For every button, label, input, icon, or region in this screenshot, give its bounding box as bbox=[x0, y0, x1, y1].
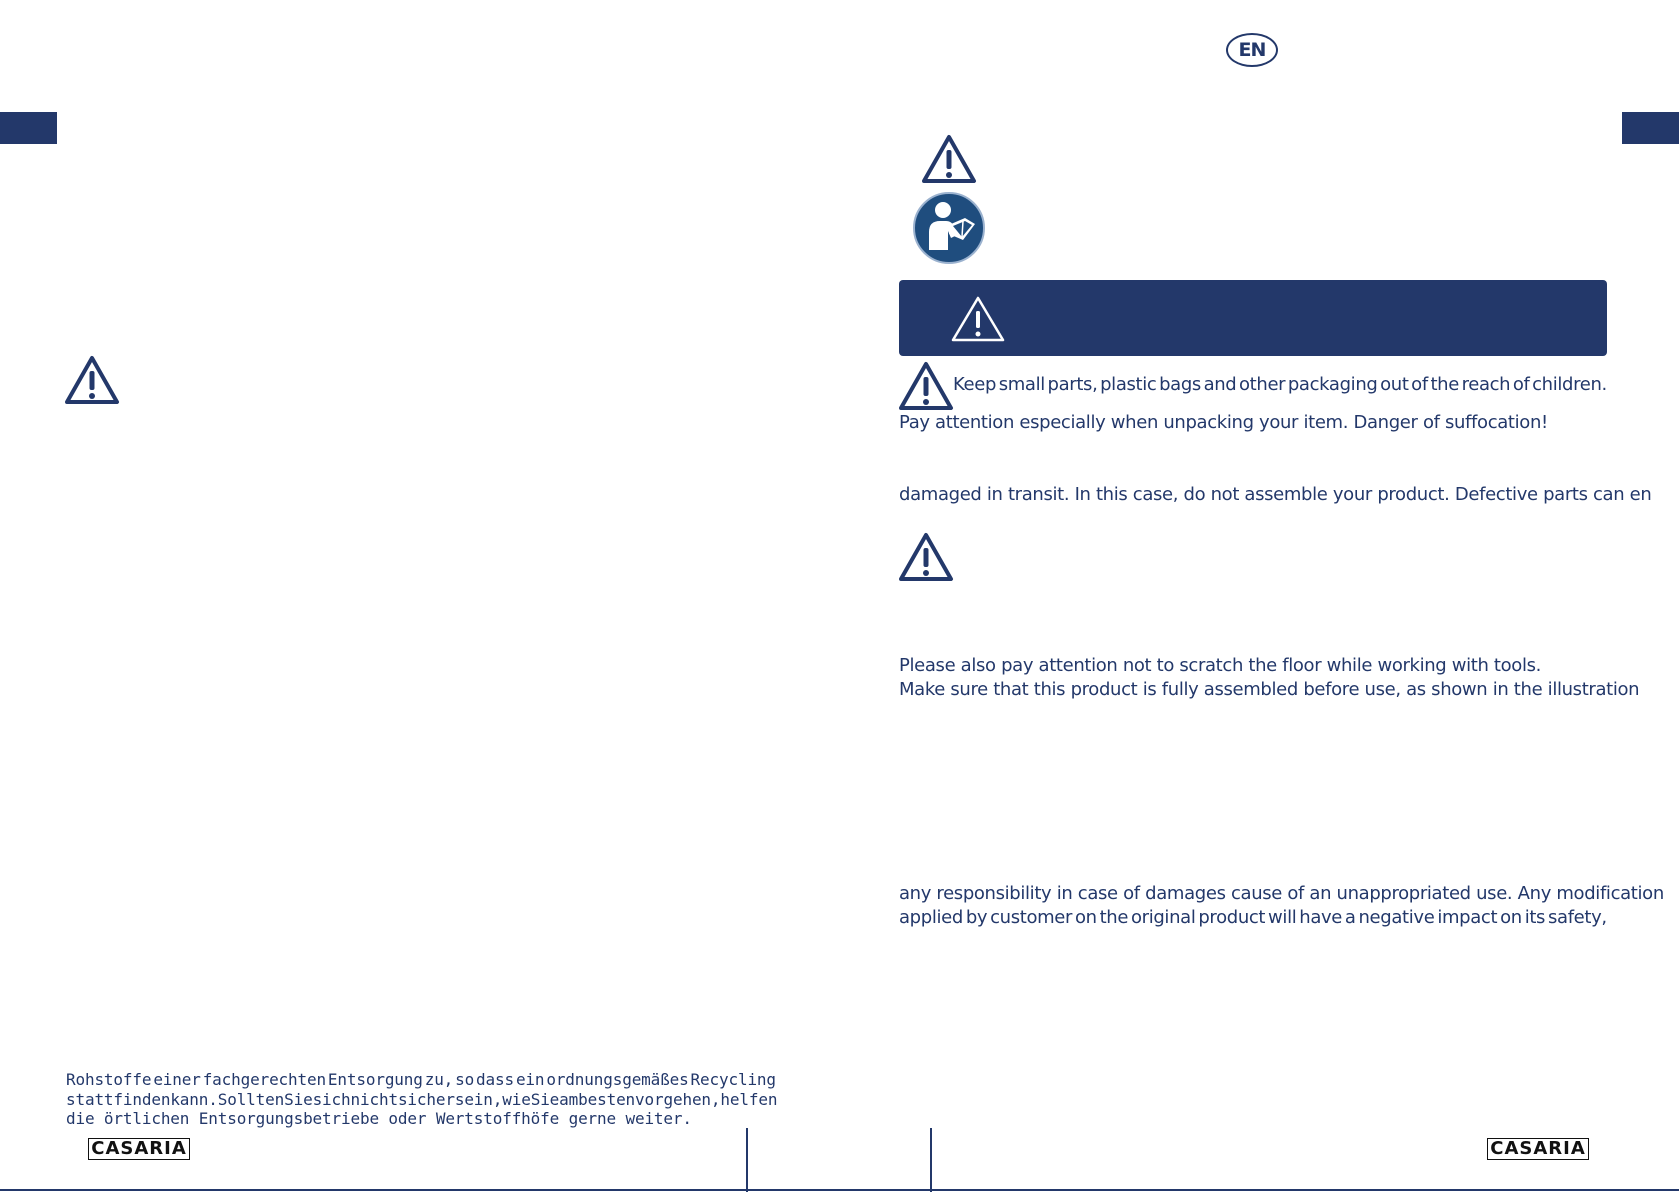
text-word: safety, bbox=[1547, 907, 1607, 928]
text-word: impact bbox=[1437, 907, 1498, 928]
text-word: so bbox=[455, 1070, 475, 1089]
read-manual-icon bbox=[913, 192, 985, 264]
text-word: Sollten bbox=[217, 1089, 285, 1109]
text-word: packaging bbox=[1287, 374, 1378, 395]
text-word: reach bbox=[1461, 374, 1511, 395]
text-word: its bbox=[1524, 907, 1546, 928]
text-word: of bbox=[1512, 374, 1530, 395]
text-word: Keep bbox=[953, 374, 997, 395]
warning-triangle-icon bbox=[64, 354, 120, 406]
text-word: am bbox=[559, 1089, 579, 1109]
text-word: have bbox=[1299, 907, 1343, 928]
text-word: sein, bbox=[454, 1089, 503, 1109]
disposal-text-de bbox=[66, 1070, 776, 1129]
safety-text-unpacking: Pay attention especially when unpacking your item. Danger of suffocation! bbox=[899, 412, 1548, 433]
page-divider-line bbox=[746, 1128, 748, 1192]
text-word: besten bbox=[578, 1089, 636, 1109]
text-word: the bbox=[1099, 907, 1129, 928]
text-word: parts, bbox=[1047, 374, 1098, 395]
text-word: on bbox=[1500, 907, 1522, 928]
safety-text-small-parts bbox=[953, 373, 1607, 397]
text-word: small bbox=[998, 374, 1045, 395]
text-word: negative bbox=[1358, 907, 1435, 928]
text-word: a bbox=[1344, 907, 1356, 928]
text-word: Rohstoffe bbox=[66, 1070, 152, 1089]
text-word: fachgerechten bbox=[202, 1070, 326, 1089]
brand-logo-left: CASARIA bbox=[88, 1138, 190, 1160]
language-badge: EN bbox=[1226, 33, 1278, 67]
text-word: will bbox=[1268, 907, 1297, 928]
text-word: other bbox=[1239, 374, 1286, 395]
text-word: plastic bbox=[1100, 374, 1157, 395]
safety-text-transit: damaged in transit. In this case, do not assemble your product. Defective parts can en bbox=[899, 484, 1652, 505]
safety-text-modification bbox=[899, 906, 1607, 930]
text-word: wie bbox=[502, 1089, 531, 1109]
text-word: the bbox=[1430, 374, 1459, 395]
safety-text-assembled: Make sure that this product is fully assembled before use, as shown in the illustration bbox=[899, 679, 1640, 700]
text-word: children. bbox=[1532, 374, 1607, 395]
text-word: vorgehen, bbox=[635, 1089, 721, 1109]
page-tab-right bbox=[1622, 112, 1679, 144]
text-word: Entsorgung bbox=[327, 1070, 423, 1089]
text-word: zu, bbox=[424, 1070, 454, 1089]
warning-banner bbox=[899, 280, 1607, 356]
text-word: Recycling bbox=[690, 1070, 776, 1089]
text-word: helfen bbox=[720, 1089, 778, 1109]
text-word: sich bbox=[312, 1089, 351, 1109]
text-word: bags bbox=[1159, 374, 1201, 395]
text-word: original bbox=[1130, 907, 1196, 928]
text-word: product bbox=[1198, 907, 1266, 928]
text-word: kann. bbox=[170, 1089, 218, 1109]
text-word: customer bbox=[990, 907, 1073, 928]
text-word: nicht bbox=[350, 1089, 398, 1109]
safety-text-responsibility: any responsibility in case of damages cause of an unappropriated use. Any modification bbox=[899, 883, 1664, 904]
text-word: on bbox=[1074, 907, 1097, 928]
text-word: Sie bbox=[530, 1089, 560, 1109]
text-word: by bbox=[965, 907, 988, 928]
warning-triangle-icon bbox=[921, 133, 977, 185]
safety-text-floor: Please also pay attention not to scratch the floor while working with tools. bbox=[899, 655, 1542, 676]
page-tab-left bbox=[0, 112, 57, 144]
disposal-text-line bbox=[66, 1109, 776, 1129]
warning-triangle-icon bbox=[950, 294, 1006, 344]
text-word: and bbox=[1203, 374, 1237, 395]
text-word: applied bbox=[899, 907, 963, 928]
text-word: die örtlichen Entsorgungsbetriebe oder Wertstoffhöfe gerne weiter. bbox=[66, 1109, 692, 1128]
text-word: out bbox=[1380, 374, 1409, 395]
disposal-text-line bbox=[66, 1070, 776, 1090]
disposal-text-line bbox=[66, 1090, 776, 1110]
text-word: sicher bbox=[397, 1089, 455, 1109]
bottom-rule bbox=[0, 1189, 1679, 1191]
text-word: of bbox=[1411, 374, 1428, 395]
text-word: einer bbox=[153, 1070, 201, 1089]
text-word: ein bbox=[515, 1070, 545, 1089]
text-word: Sie bbox=[284, 1089, 313, 1109]
text-word: dass bbox=[476, 1070, 514, 1089]
brand-logo-right: CASARIA bbox=[1487, 1138, 1589, 1160]
text-word: ordnungsgemäßes bbox=[546, 1070, 689, 1089]
warning-triangle-icon bbox=[898, 531, 954, 583]
text-word: stattfinden bbox=[66, 1089, 171, 1109]
page-divider-line bbox=[930, 1128, 932, 1192]
warning-triangle-icon bbox=[898, 360, 954, 412]
